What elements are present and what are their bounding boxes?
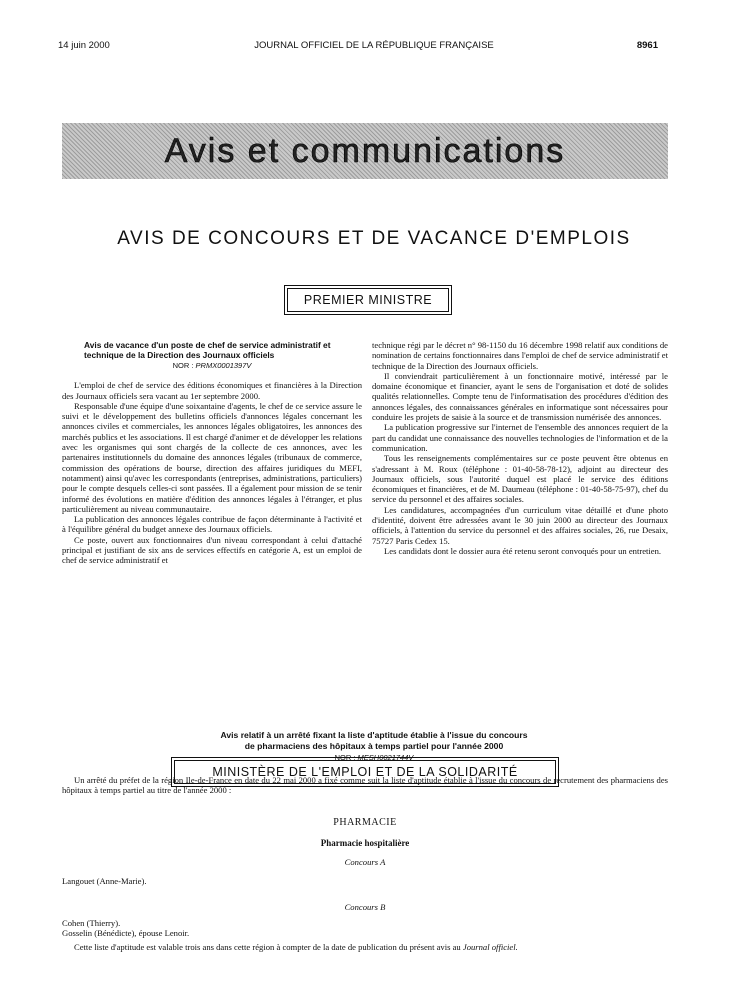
- paragraph: Il conviendrait particulièrement à un fonctionnaire motivé, intéressé par le domaine économique et financier, ayant le sens de l'organisation et doté de solides qualités relationnelles. Compte tenu de l'informatisation des procédures d'édition des annonces légales, des connaissances générales en informatique sont nécessaires pour conduire les projets de saisie à la source et de transmission numérisée des annonces.: [372, 370, 668, 423]
- list-item: Langouet (Anne-Marie).: [62, 876, 147, 886]
- section-heading: AVIS DE CONCOURS ET DE VACANCE D'EMPLOIS: [117, 228, 631, 249]
- header-page-number: 8961: [636, 40, 658, 51]
- paragraph: La publication progressive sur l'internet de l'ensemble des annonces requiert de la part du candidat une connaissance des nouvelles technologies de l'information et de la communication.: [372, 422, 668, 453]
- final-italic: Journal officiel.: [462, 942, 518, 952]
- paragraph: La publication des annonces légales contribue de façon déterminante à l'activité et à l'équilibre général du budget annexe des Journaux officiels.: [62, 514, 362, 535]
- list-item: Gosselin (Bénédicte), épouse Lenoir.: [62, 928, 190, 939]
- paragraph: technique régi par le décret n° 98-1150 du 16 décembre 1998 relatif aux conditions de nomination de certains fonctionnaires dans l'emploi de chef de service administratif et technique de la Direction des Journaux officiels.: [372, 340, 668, 371]
- paragraph: Ce poste, ouvert aux fonctionnaires d'un niveau correspondant à celui d'attaché principal et justifiant de six ans de services effectifs en catégorie A, est un emploi de chef de service administratif et: [62, 534, 362, 566]
- nor-label: NOR :: [334, 753, 356, 762]
- concours-b-heading: Concours B: [344, 902, 386, 912]
- concours-a-list: [62, 876, 668, 886]
- ministere-emploi-box: MINISTÈRE DE L'EMPLOI ET DE LA SOLIDARITÉ: [174, 760, 556, 784]
- nor-code: PRMX0001397V: [195, 361, 252, 370]
- notice-title-vacance: Avis de vacance d'un poste de chef de service administratif et technique de la Direction des Journaux officiels: [84, 340, 331, 360]
- left-column: [62, 340, 362, 566]
- right-column: [372, 340, 668, 556]
- category-heading: PHARMACIE: [333, 817, 397, 828]
- nor-label: NOR :: [172, 361, 194, 370]
- header-date: 14 juin 2000: [58, 40, 110, 51]
- paragraph: L'emploi de chef de service des éditions économiques et financières à la Direction des Journaux officiels sera vacant au 1er septembre 2000.: [62, 380, 362, 401]
- paragraph: Responsable d'une équipe d'une soixantaine d'agents, le chef de ce service assure le suivi et le développement des bulletins officiels d'annonces légales concernant les annonces civiles et commerciales, les annonces légales obligatoires, les annonces des marchés publics et les associations. Il est chargé d'animer et de développer les relations avec les organismes qui sont chargés de la collecte de ces annonces, avec les partenaires institutionnels du domaine des annonces légales (tribunaux de commerce, commission des opérations de bourse, direction des affaires juridiques du MEFI, notamment) ainsi qu'avec les correspondants (entreprises, administrations, particuliers) pour le compte desquels celles-ci sont passées. Il a également pour mission de se tenir informé des évolutions en matière d'édition des annonces légales à l'étranger, et plus particulièrement au niveau communautaire.: [62, 400, 362, 514]
- paragraph: Les candidatures, accompagnées d'un curriculum vitae détaillé et d'une photo d'identité, doivent être adressées avant le 30 juin 2000 au directeur des Journaux officiels, à l'attention du service du personnel et des affaires sociales, 26, rue Desaix, 75727 Paris Cedex 15.: [372, 504, 668, 546]
- header-journal-title: JOURNAL OFFICIEL DE LA RÉPUBLIQUE FRANÇAISE: [254, 40, 494, 51]
- paragraph: Tous les renseignements complémentaires sur ce poste peuvent être obtenus en s'adressant à M. Roux (téléphone : 01-40-58-78-12), adjoint au directeur des Journaux officiels, sous l'autorité duquel est placé le service des éditions économiques et financières, et de M. Daumeau (téléphone : 01-40-58-75-97), chef du service du personnel et des affaires sociales.: [372, 453, 668, 505]
- concours-b-list: [62, 918, 668, 939]
- final-text: Cette liste d'aptitude est valable trois ans dans cette région à compter de la date de publication du présent avis au: [74, 942, 461, 952]
- banner-title: Avis et communications: [164, 131, 566, 170]
- avis-banner: [62, 123, 668, 179]
- nor-reference: [0, 753, 748, 762]
- premier-ministre-box: PREMIER MINISTRE: [287, 288, 449, 312]
- nor-code: MESH0021744V: [357, 753, 414, 762]
- paragraph: Les candidats dont le dossier aura été retenu seront convoqués pour un entretien.: [384, 545, 662, 556]
- notice-title-liste-aptitude: [0, 730, 748, 751]
- final-paragraph: [62, 942, 668, 952]
- nor-reference: [62, 361, 362, 371]
- notice-title-line: Avis relatif à un arrêté fixant la liste d'aptitude établie à l'issue du concours: [220, 730, 528, 740]
- concours-a-heading: Concours A: [344, 857, 386, 867]
- intro-paragraph: Un arrêté du préfet de la région Ile-de-France en date du 22 mai 2000 a fixé comme suit la liste d'aptitude établie à l'issue du concours de recrutement des pharmaciens des hôpitaux à temps partiel au titre de l'année 2000 :: [62, 775, 668, 796]
- notice-title-line: de pharmaciens des hôpitaux à temps partiel pour l'année 2000: [244, 740, 504, 751]
- list-item: Cohen (Thierry).: [62, 918, 121, 928]
- subcategory-heading: Pharmacie hospitalière: [320, 838, 410, 848]
